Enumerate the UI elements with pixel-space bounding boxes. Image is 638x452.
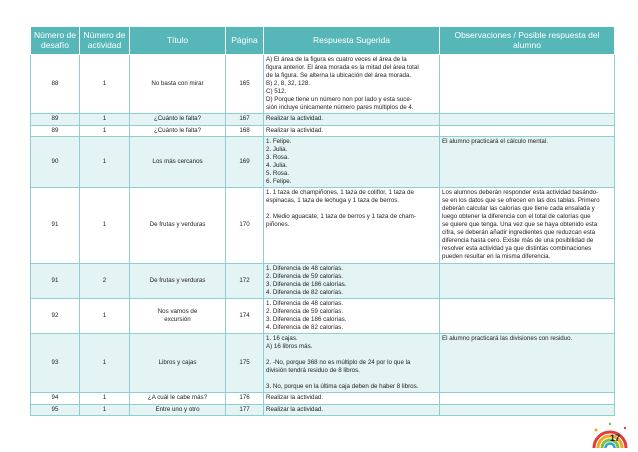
cell-titulo — [130, 404, 226, 415]
cell-respuesta — [264, 136, 440, 187]
cell-observaciones — [440, 404, 615, 415]
cell-numero-desafio-text: 91 — [51, 276, 59, 284]
cell-pagina — [226, 404, 264, 415]
cell-pagina — [226, 55, 264, 114]
cell-respuesta — [264, 55, 440, 114]
cell-numero-actividad-text: 1 — [102, 157, 107, 165]
cell-respuesta-text: Realizar la actividad. — [266, 126, 324, 134]
table-row — [31, 136, 615, 187]
cell-titulo-text: Nos vamos de excursión — [157, 307, 198, 323]
cell-respuesta — [264, 298, 440, 333]
cell-numero-actividad — [80, 334, 130, 393]
cell-numero-actividad — [80, 125, 130, 136]
cell-titulo — [130, 298, 226, 333]
cell-numero-desafio — [31, 55, 80, 114]
cell-pagina-text: 168 — [239, 126, 250, 134]
cell-titulo — [130, 187, 226, 263]
cell-observaciones — [440, 263, 615, 298]
header-observaciones: Observaciones / Posible respuesta del alumno — [440, 27, 615, 55]
cell-numero-actividad — [80, 114, 130, 125]
cell-observaciones-text: El alumno practicará el cálculo mental. — [442, 137, 548, 145]
cell-numero-desafio-text: 89 — [51, 115, 59, 123]
cell-observaciones — [440, 125, 615, 136]
cell-pagina-text: 174 — [239, 311, 250, 319]
header-row — [31, 27, 615, 55]
cell-observaciones — [440, 187, 615, 263]
cell-numero-desafio-text: 95 — [51, 405, 59, 413]
cell-respuesta — [264, 393, 440, 404]
cell-respuesta-text: Realizar la actividad. — [266, 115, 324, 123]
table-row — [31, 404, 615, 415]
cell-pagina — [226, 136, 264, 187]
cell-numero-desafio-text: 94 — [51, 394, 59, 402]
cell-numero-desafio-text: 89 — [51, 126, 59, 134]
cell-titulo — [130, 334, 226, 393]
cell-respuesta-text: Realizar la actividad. — [266, 394, 324, 402]
cell-titulo-text: ¿Cuánto le falta? — [153, 126, 202, 134]
cell-numero-actividad-text: 1 — [102, 359, 107, 367]
cell-numero-desafio — [31, 114, 80, 125]
cell-numero-desafio — [31, 298, 80, 333]
cell-pagina — [226, 334, 264, 393]
cell-numero-actividad — [80, 187, 130, 263]
cell-titulo-text: Entre uno y otro — [155, 405, 200, 413]
header-pagina: Página — [226, 27, 264, 55]
cell-pagina-text: 177 — [239, 405, 250, 413]
cell-numero-desafio-text: 92 — [51, 311, 59, 319]
cell-numero-desafio-text: 90 — [51, 157, 59, 165]
cell-numero-desafio — [31, 263, 80, 298]
cell-observaciones-text: Los alumnos deberán responder esta actividad basándo- se en los datos que se ofrecen en las dos tablas. Primero deberán calcular las calorías que tiene cada ensalada y luego obtener la diferencia con el total de calorías que se quiere que tenga. Una vez que se haya obtenido esta cifra, se deberán añadir ingredientes que reduzcan esta diferencia hasta cero. Existe más de una posibilidad de resolver esta actividad ya que distintas combinaciones pueden resultar en la misma diferencia. — [442, 188, 600, 261]
cell-pagina-text: 175 — [239, 359, 250, 367]
cell-observaciones — [440, 298, 615, 333]
cell-pagina — [226, 114, 264, 125]
cell-respuesta-text: 1. Felipe. 2. Julia. 3. Rosa. 4. Julia. 5. Rosa. 6. Felipe. — [266, 137, 292, 185]
cell-respuesta-text: Realizar la actividad. — [266, 405, 324, 413]
cell-numero-actividad — [80, 393, 130, 404]
header-titulo: Título — [130, 27, 226, 55]
header-respuesta: Respuesta Sugerida — [264, 27, 440, 55]
cell-pagina-text: 169 — [239, 157, 250, 165]
cell-numero-desafio — [31, 136, 80, 187]
cell-respuesta-text: 1. Diferencia de 48 calorías. 2. Diferencia de 59 calorías. 3. Diferencia de 186 calorías. 4. Diferencia de 82 calorías. — [266, 264, 347, 296]
cell-numero-actividad-text: 1 — [102, 311, 107, 319]
cell-titulo — [130, 263, 226, 298]
cell-titulo — [130, 125, 226, 136]
cell-titulo-text: No basta con mirar — [151, 80, 204, 88]
cell-numero-desafio — [31, 125, 80, 136]
cell-numero-desafio — [31, 187, 80, 263]
cell-pagina-text: 165 — [239, 80, 250, 88]
cell-titulo — [130, 55, 226, 114]
cell-numero-actividad-text: 1 — [102, 80, 107, 88]
cell-titulo-text: De frutas y verduras — [149, 276, 206, 284]
cell-titulo-text: ¿A cuál le cabe más? — [147, 394, 208, 402]
table-row — [31, 393, 615, 404]
cell-pagina-text: 176 — [239, 394, 250, 402]
cell-observaciones — [440, 393, 615, 404]
cell-observaciones — [440, 55, 615, 114]
cell-titulo-text: Los más cercanos — [152, 157, 203, 165]
cell-titulo — [130, 393, 226, 404]
cell-numero-desafio — [31, 404, 80, 415]
cell-respuesta — [264, 125, 440, 136]
cell-respuesta — [264, 263, 440, 298]
cell-numero-desafio — [31, 393, 80, 404]
cell-respuesta — [264, 187, 440, 263]
cell-numero-desafio-text: 93 — [51, 359, 59, 367]
cell-numero-desafio-text: 88 — [51, 80, 59, 88]
cell-pagina — [226, 263, 264, 298]
cell-pagina-text: 167 — [239, 115, 250, 123]
cell-numero-actividad-text: 1 — [102, 394, 107, 402]
cell-respuesta-text: A) El área de la figura es cuatro veces el área de la figura anterior. El área morada es la mitad del área total de la figura. Se alterna la ubicación del área morada. B) 2, 8, 32, 128. C) 512. D) Porque tiene un número non por lado y esta suce- sión incluye únicamente número pares múltiplos de 4. — [266, 56, 419, 112]
table-row — [31, 263, 615, 298]
cell-respuesta — [264, 404, 440, 415]
cell-numero-desafio-text: 91 — [51, 221, 59, 229]
page-number: 17 — [610, 433, 621, 443]
cell-pagina — [226, 125, 264, 136]
cell-pagina-text: 172 — [239, 276, 250, 284]
cell-observaciones — [440, 136, 615, 187]
cell-respuesta-text: 1. Diferencia de 48 calorías. 2. Diferencia de 59 calorías. 3. Diferencia de 186 calorías. 4. Diferencia de 82 calorías. — [266, 299, 347, 331]
header-numero-actividad: Número de actividad — [80, 27, 130, 55]
cell-titulo — [130, 136, 226, 187]
cell-titulo — [130, 114, 226, 125]
table-row — [31, 114, 615, 125]
cell-numero-actividad-text: 1 — [102, 115, 107, 123]
cell-respuesta-text: 1. 16 cajas. A) 16 libros más. 2. -No, porque 368 no es múltiplo de 24 por lo que la división tendrá residuo de 8 libros. 3. No, porque en la última caja deben de haber 8 libros. — [266, 335, 419, 391]
cell-numero-actividad — [80, 55, 130, 114]
cell-numero-actividad-text: 1 — [102, 405, 107, 413]
cell-pagina-text: 170 — [239, 221, 250, 229]
cell-respuesta — [264, 114, 440, 125]
cell-observaciones — [440, 334, 615, 393]
table-row — [31, 187, 615, 263]
cell-numero-actividad — [80, 404, 130, 415]
cell-titulo-text: Libros y cajas — [158, 359, 197, 367]
cell-pagina — [226, 298, 264, 333]
cell-numero-actividad — [80, 136, 130, 187]
cell-observaciones — [440, 114, 615, 125]
cell-numero-actividad-text: 1 — [102, 221, 107, 229]
cell-pagina — [226, 393, 264, 404]
cell-observaciones-text: El alumno practicará las divisiones con residuo. — [442, 335, 573, 342]
cell-titulo-text: ¿Cuánto le falta? — [153, 115, 202, 123]
table-row — [31, 334, 615, 393]
cell-numero-actividad — [80, 298, 130, 333]
cell-titulo-text: De frutas y verduras — [149, 221, 206, 229]
cell-numero-desafio — [31, 334, 80, 393]
cell-numero-actividad-text: 2 — [102, 276, 107, 284]
table-row — [31, 125, 615, 136]
table-row — [31, 55, 615, 114]
cell-numero-actividad-text: 1 — [102, 126, 107, 134]
table-row — [31, 298, 615, 333]
cell-respuesta-text: 1. 1 taza de champiñones, 1 taza de coliflor, 1 taza de espinacas, 1 taza de lechuga y 1 taza de berros. 2. Medio aguacate, 1 taza de berros y 1 taza de cham- piñones. — [266, 188, 416, 229]
cell-numero-actividad — [80, 263, 130, 298]
answer-table — [30, 26, 615, 416]
cell-respuesta — [264, 334, 440, 393]
header-numero-desafio: Número de desafío — [31, 27, 80, 55]
cell-pagina — [226, 187, 264, 263]
